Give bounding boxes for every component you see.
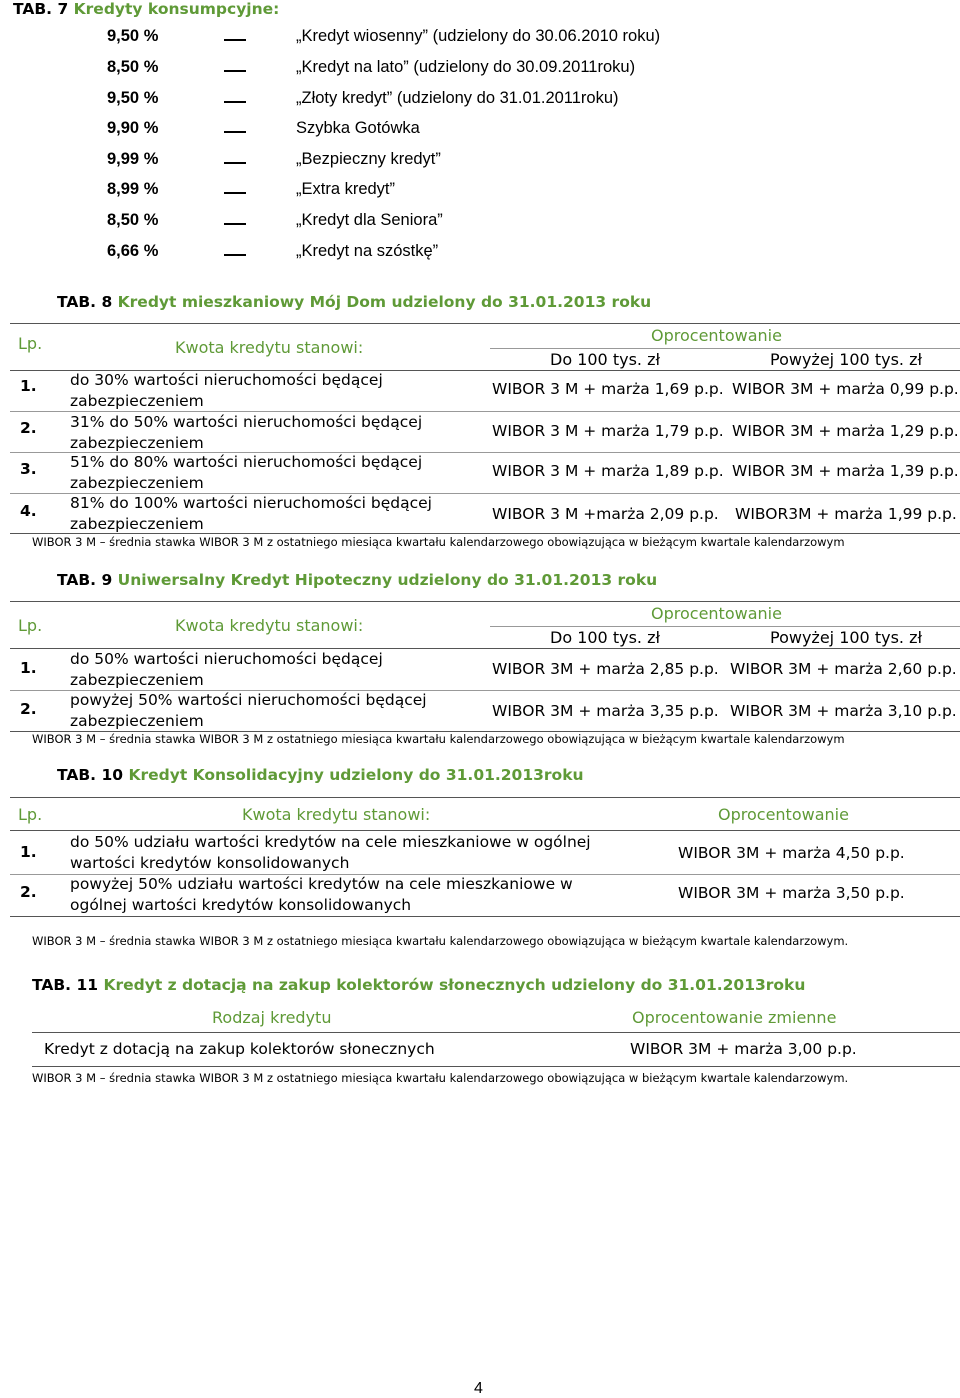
rate-high: WIBOR 3M + marża 3,10 p.p. (730, 702, 957, 720)
tab10-label: TAB. 10 (57, 766, 124, 784)
table-border-bottom (32, 1066, 960, 1067)
table-border-top (10, 797, 960, 798)
rate-high: WIBOR 3M + marża 2,60 p.p. (730, 660, 957, 678)
row-number: 2. (20, 700, 37, 718)
rate-low: WIBOR 3 M +marża 2,09 p.p. (492, 505, 719, 523)
header-rate: Oprocentowanie (651, 604, 782, 623)
tab7-product: „Bezpieczny kredyt” (296, 150, 441, 168)
header-divider (490, 348, 960, 349)
row-number: 1. (20, 377, 37, 395)
rate-value: WIBOR 3M + marża 3,00 p.p. (630, 1040, 857, 1058)
table-border-top (10, 323, 960, 324)
tab7-product: „Kredyt na lato” (udzielony do 30.09.2011roku) (296, 58, 636, 76)
tab10-heading: Kredyt Konsolidacyjny udzielony do 31.01.2013roku (128, 766, 584, 784)
wibor-note: WIBOR 3 M – średnia stawka WIBOR 3 M z ostatniego miesiąca kwartału kalendarzowego obowiązująca w bieżącym kwartale kalendarzowym. (32, 1071, 849, 1085)
row-number: 4. (20, 502, 37, 520)
rate-low: WIBOR 3M + marża 2,85 p.p. (492, 660, 719, 678)
rate-high: WIBOR 3M + marża 1,29 p.p. (732, 422, 959, 440)
header-border (10, 830, 960, 831)
table-border-bottom (10, 533, 960, 534)
header-low: Do 100 tys. zł (550, 628, 661, 647)
dash-mark (224, 223, 246, 225)
amount-line1: powyżej 50% wartości nieruchomości będącej (70, 691, 427, 709)
tab7-rate: 9,50 % (107, 89, 159, 107)
tab7-title (13, 0, 279, 18)
amount-line1: do 50% wartości nieruchomości będącej (70, 650, 383, 668)
row-number: 3. (20, 460, 37, 478)
tab10-title (57, 766, 584, 784)
table-border-top (10, 601, 960, 602)
rate-low: WIBOR 3M + marża 3,35 p.p. (492, 702, 719, 720)
rate-high: WIBOR 3M + marża 0,99 p.p. (732, 380, 959, 398)
tab8-label: TAB. 8 (57, 293, 113, 311)
header-low: Do 100 tys. zł (550, 350, 661, 369)
tab7-label: TAB. 7 (13, 0, 69, 18)
dash-mark (224, 192, 246, 194)
amount-line2: zabezpieczeniem (70, 392, 204, 410)
tab9-label: TAB. 9 (57, 571, 113, 589)
header-amount: Kwota kredytu stanowi: (175, 616, 364, 635)
wibor-note: WIBOR 3 M – średnia stawka WIBOR 3 M z ostatniego miesiąca kwartału kalendarzowego obowiązująca w bieżącym kwartale kalendarzowym. (32, 934, 849, 948)
wibor-note: WIBOR 3 M – średnia stawka WIBOR 3 M z ostatniego miesiąca kwartału kalendarzowego obowiązująca w bieżącym kwartale kalendarzowym (32, 535, 845, 549)
rate-low: WIBOR 3 M + marża 1,79 p.p. (492, 422, 724, 440)
header-high: Powyżej 100 tys. zł (770, 628, 923, 647)
amount-line2: ogólnej wartości kredytów konsolidowanych (70, 896, 412, 914)
tab7-product: Szybka Gotówka (296, 119, 420, 137)
tab11-label: TAB. 11 (32, 976, 99, 994)
rate-high: WIBOR3M + marża 1,99 p.p. (735, 505, 957, 523)
header-amount: Kwota kredytu stanowi: (175, 338, 364, 357)
header-amount: Kwota kredytu stanowi: (242, 805, 431, 824)
rate-value: WIBOR 3M + marża 3,50 p.p. (678, 884, 905, 902)
amount-line1: 51% do 80% wartości nieruchomości będącej (70, 453, 423, 471)
tab8-title (57, 293, 651, 311)
page-number: 4 (474, 1380, 483, 1397)
row-number: 2. (20, 419, 37, 437)
tab11-title (32, 976, 805, 994)
dash-mark (224, 254, 246, 256)
header-high: Powyżej 100 tys. zł (770, 350, 923, 369)
rate-low: WIBOR 3 M + marża 1,89 p.p. (492, 462, 724, 480)
dash-mark (224, 39, 246, 41)
dash-mark (224, 162, 246, 164)
tab7-product: „Extra kredyt” (296, 180, 396, 198)
tab7-heading: Kredyty konsumpcyjne: (73, 0, 280, 18)
row-number: 2. (20, 883, 37, 901)
header-lp: Lp. (18, 334, 43, 353)
tab7-rate: 6,66 % (107, 242, 159, 260)
tab7-rate: 8,99 % (107, 180, 159, 198)
tab7-rate: 8,50 % (107, 58, 159, 76)
tab7-product: „Kredyt dla Seniora” (296, 211, 443, 229)
amount-line2: zabezpieczeniem (70, 434, 204, 452)
tab7-rate: 9,90 % (107, 119, 159, 137)
header-border (32, 1032, 960, 1033)
header-rate: Oprocentowanie zmienne (632, 1008, 837, 1027)
table-border-bottom (10, 916, 960, 917)
row-number: 1. (20, 659, 37, 677)
rate-low: WIBOR 3 M + marża 1,69 p.p. (492, 380, 724, 398)
amount-line2: zabezpieczeniem (70, 515, 204, 533)
amount-line1: do 50% udziału wartości kredytów na cele mieszkaniowe w ogólnej (70, 833, 591, 851)
loan-type: Kredyt z dotacją na zakup kolektorów słonecznych (44, 1040, 435, 1058)
tab9-heading: Uniwersalny Kredyt Hipoteczny udzielony do 31.01.2013 roku (117, 571, 658, 589)
header-rate: Oprocentowanie (651, 326, 782, 345)
amount-line2: zabezpieczeniem (70, 474, 204, 492)
amount-line2: zabezpieczeniem (70, 712, 204, 730)
tab7-rate: 9,99 % (107, 150, 159, 168)
amount-line1: do 30% wartości nieruchomości będącej (70, 371, 383, 389)
tab7-rate: 8,50 % (107, 211, 159, 229)
tab7-product: „Złoty kredyt” (udzielony do 31.01.2011roku) (296, 89, 619, 107)
wibor-note: WIBOR 3 M – średnia stawka WIBOR 3 M z ostatniego miesiąca kwartału kalendarzowego obowiązująca w bieżącym kwartale kalendarzowym (32, 732, 845, 746)
row-number: 1. (20, 843, 37, 861)
dash-mark (224, 70, 246, 72)
amount-line1: powyżej 50% udziału wartości kredytów na cele mieszkaniowe w (70, 875, 573, 893)
tab7-product: „Kredyt na szóstkę” (296, 242, 439, 260)
dash-mark (224, 131, 246, 133)
tab7-product: „Kredyt wiosenny” (udzielony do 30.06.2010 roku) (296, 27, 661, 45)
amount-line1: 31% do 50% wartości nieruchomości będącej (70, 413, 423, 431)
header-lp: Lp. (18, 805, 43, 824)
amount-line2: zabezpieczeniem (70, 671, 204, 689)
tab8-heading: Kredyt mieszkaniowy Mój Dom udzielony do 31.01.2013 roku (117, 293, 652, 311)
amount-line1: 81% do 100% wartości nieruchomości będącej (70, 494, 432, 512)
header-lp: Lp. (18, 616, 43, 635)
tab7-rate: 9,50 % (107, 27, 159, 45)
header-rate: Oprocentowanie (718, 805, 849, 824)
header-type: Rodzaj kredytu (212, 1008, 332, 1027)
rate-high: WIBOR 3M + marża 1,39 p.p. (732, 462, 959, 480)
dash-mark (224, 101, 246, 103)
rate-value: WIBOR 3M + marża 4,50 p.p. (678, 844, 905, 862)
header-divider (490, 626, 960, 627)
tab11-heading: Kredyt z dotacją na zakup kolektorów słonecznych udzielony do 31.01.2013roku (103, 976, 806, 994)
tab9-title (57, 571, 657, 589)
amount-line2: wartości kredytów konsolidowanych (70, 854, 350, 872)
